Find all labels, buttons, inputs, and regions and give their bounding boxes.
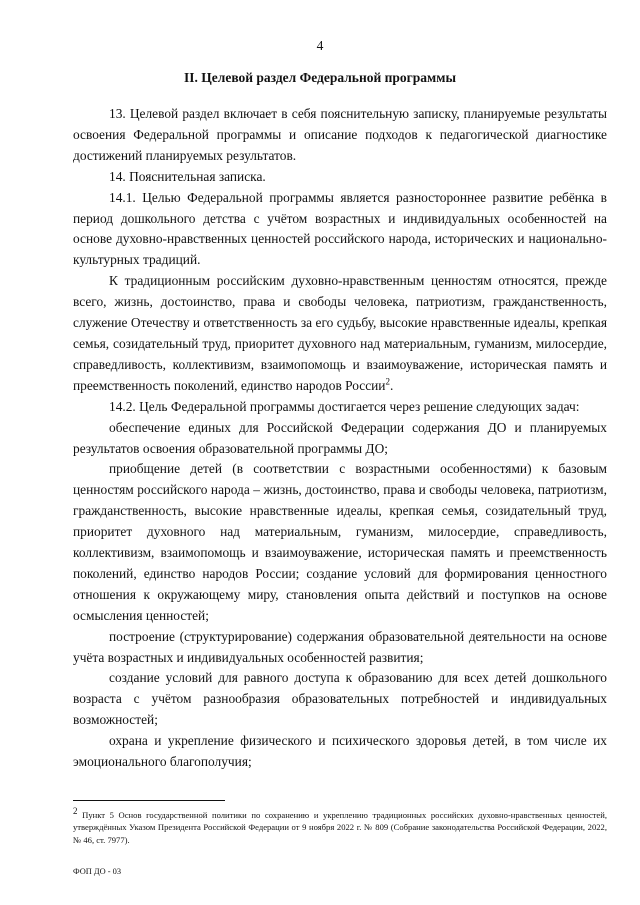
document-code: ФОП ДО - 03 bbox=[73, 867, 122, 876]
page-number: 4 bbox=[316, 38, 324, 53]
paragraph-traditional-values bbox=[73, 271, 607, 396]
task-item-2: приобщение детей (в соответствии с возрастными особенностями) к базовым ценностям российского народа – жизнь, достоинство, права и свободы человека, патриотизм, гражданственность, высокие нравственные идеалы, крепкая семья, созидательный труд, приоритет духовного над материальным, гуманизм, милосердие, справедливость, коллективизм, взаимопомощь и взаимоуважение, историческая память и преемственность поколений, единство народов России; создание условий для формирования ценностного отношения к окружающему миру, становления опыта действий и поступков на основе осмысления ценностей; bbox=[73, 461, 607, 623]
footnote-reference[interactable]: 2 bbox=[385, 376, 390, 387]
footnote-text: Пункт 5 Основ государственной политики по сохранению и укреплению традиционных российских духовно-нравственных ценностей, утверждённых Указом Президента Российской Федерации от 9 ноября 2022 г. № 809 (Собрание законодательства Российской Федерации, 2022, № 46, ст. 7977). bbox=[73, 810, 607, 845]
task-item-1: обеспечение единых для Российской Федерации содержания ДО и планируемых результатов освоения образовательной программы ДО; bbox=[73, 419, 607, 456]
task-item-4: создание условий для равного доступа к образованию для всех детей дошкольного возраста с учётом разнообразия образовательных потребностей и индивидуальных возможностей; bbox=[73, 670, 607, 728]
task-item-3: построение (структурирование) содержания образовательной деятельности на основе учёта возрастных и индивидуальных особенностей развития; bbox=[73, 628, 607, 665]
paragraph-14-2: 14.2. Цель Федеральной программы достигается через решение следующих задач: bbox=[109, 398, 580, 414]
paragraph-14: 14. Пояснительная записка. bbox=[109, 168, 266, 184]
paragraph-traditional-values-text: К традиционным российским духовно-нравственным ценностям относятся, прежде всего, жизнь, достоинство, права и свободы человека, патриотизм, гражданственность, служение Отечеству и ответственность за его судьбу, высокие нравственные идеалы, крепкая семья, созидательный труд, приоритет духовного над материальным, гуманизм, милосердие, справедливость, коллективизм, взаимопомощь и взаимоуважение, историческая память и преемственность поколений, единство народов России bbox=[73, 273, 607, 393]
footnote-marker: 2 bbox=[73, 806, 78, 817]
body-text bbox=[73, 104, 607, 773]
footnote-reference-trailing: . bbox=[389, 377, 394, 393]
footnote bbox=[73, 806, 607, 846]
paragraph-13: 13. Целевой раздел включает в себя пояснительную записку, планируемые результаты освоения Федеральной программы и описание подходов к педагогической диагностике достижений планируемых результатов. bbox=[73, 106, 607, 163]
paragraph-14-1: 14.1. Целью Федеральной программы является разностороннее развитие ребёнка в период дошкольного детства с учётом возрастных и индивидуальных особенностей на основе духовно-нравственных ценностей российского народа, исторических и национально-культурных традиций. bbox=[73, 189, 607, 268]
footnote-divider bbox=[73, 800, 225, 801]
task-item-5: охрана и укрепление физического и психического здоровья детей, в том числе их эмоционального благополучия; bbox=[73, 733, 607, 770]
section-title: II. Целевой раздел Федеральной программы bbox=[184, 70, 456, 85]
